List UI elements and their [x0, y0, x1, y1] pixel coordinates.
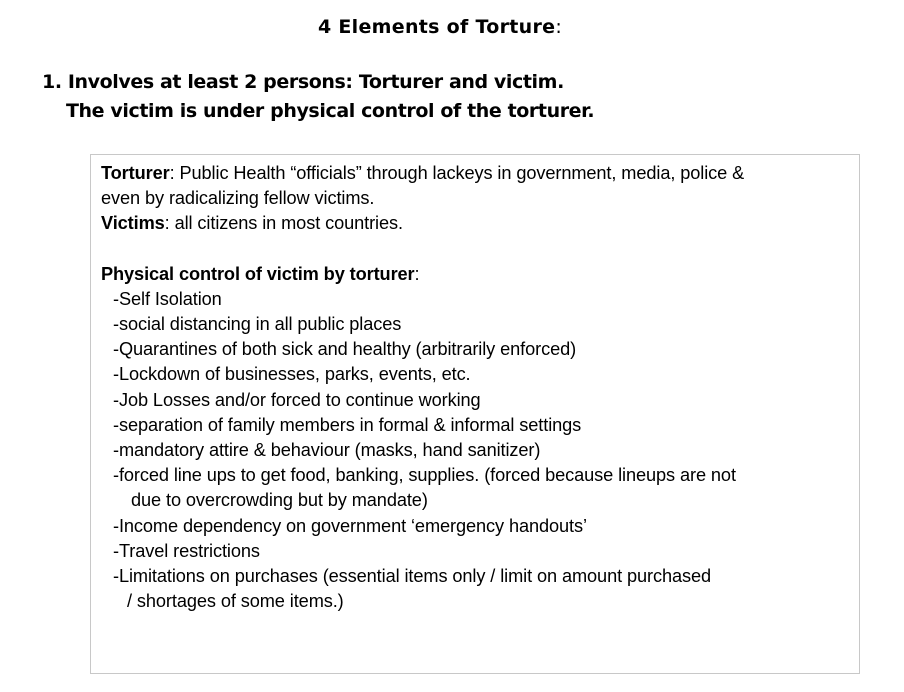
control-label: Physical control of victim by torturer — [101, 263, 415, 284]
list-item: -mandatory attire & behaviour (masks, hand sanitizer) — [113, 440, 541, 461]
victims-line — [101, 211, 851, 236]
slide-title-text: 4 Elements of Torture — [317, 16, 556, 38]
list-item: -Quarantines of both sick and healthy (arbitrarily enforced) — [113, 339, 577, 360]
victims-text: : all citizens in most countries. — [164, 213, 403, 234]
torturer-text: : Public Health “officials” through lackeys in government, media, police & — [169, 163, 745, 183]
torturer-line-2: even by radicalizing fellow victims. — [101, 188, 375, 209]
torturer-label: Torturer — [101, 163, 170, 183]
details-box — [90, 154, 860, 674]
list-item: -Job Losses and/or forced to continue working — [113, 389, 481, 410]
list-item: -social distancing in all public places — [113, 314, 402, 335]
list-item: -forced line ups to get food, banking, supplies. (forced because lineups are not — [113, 465, 736, 486]
spacer — [101, 237, 851, 262]
point-one-line-1: 1. Involves at least 2 persons: Torturer and victim. — [42, 71, 564, 93]
slide-title-colon: : — [555, 16, 563, 38]
list-item: -separation of family members in formal & informal settings — [113, 414, 582, 435]
control-colon: : — [414, 263, 420, 284]
list-item: -Lockdown of businesses, parks, events, etc. — [113, 364, 471, 385]
point-one — [42, 68, 594, 126]
control-heading — [101, 262, 851, 287]
list-item: -Limitations on purchases (essential items only / limit on amount purchased — [113, 566, 712, 587]
details-content — [101, 161, 851, 614]
list-item: -Self Isolation — [113, 288, 222, 309]
list-item-continuation: due to overcrowding but by mandate) — [131, 490, 428, 511]
list-item-continuation: / shortages of some items.) — [127, 591, 344, 612]
victims-label: Victims — [101, 213, 165, 234]
list-item: -Travel restrictions — [113, 540, 260, 561]
torturer-line — [101, 161, 851, 186]
list-item: -Income dependency on government ‘emergency handouts’ — [113, 515, 587, 536]
slide-title — [0, 16, 880, 38]
point-one-line-2: The victim is under physical control of the torturer. — [66, 100, 595, 122]
